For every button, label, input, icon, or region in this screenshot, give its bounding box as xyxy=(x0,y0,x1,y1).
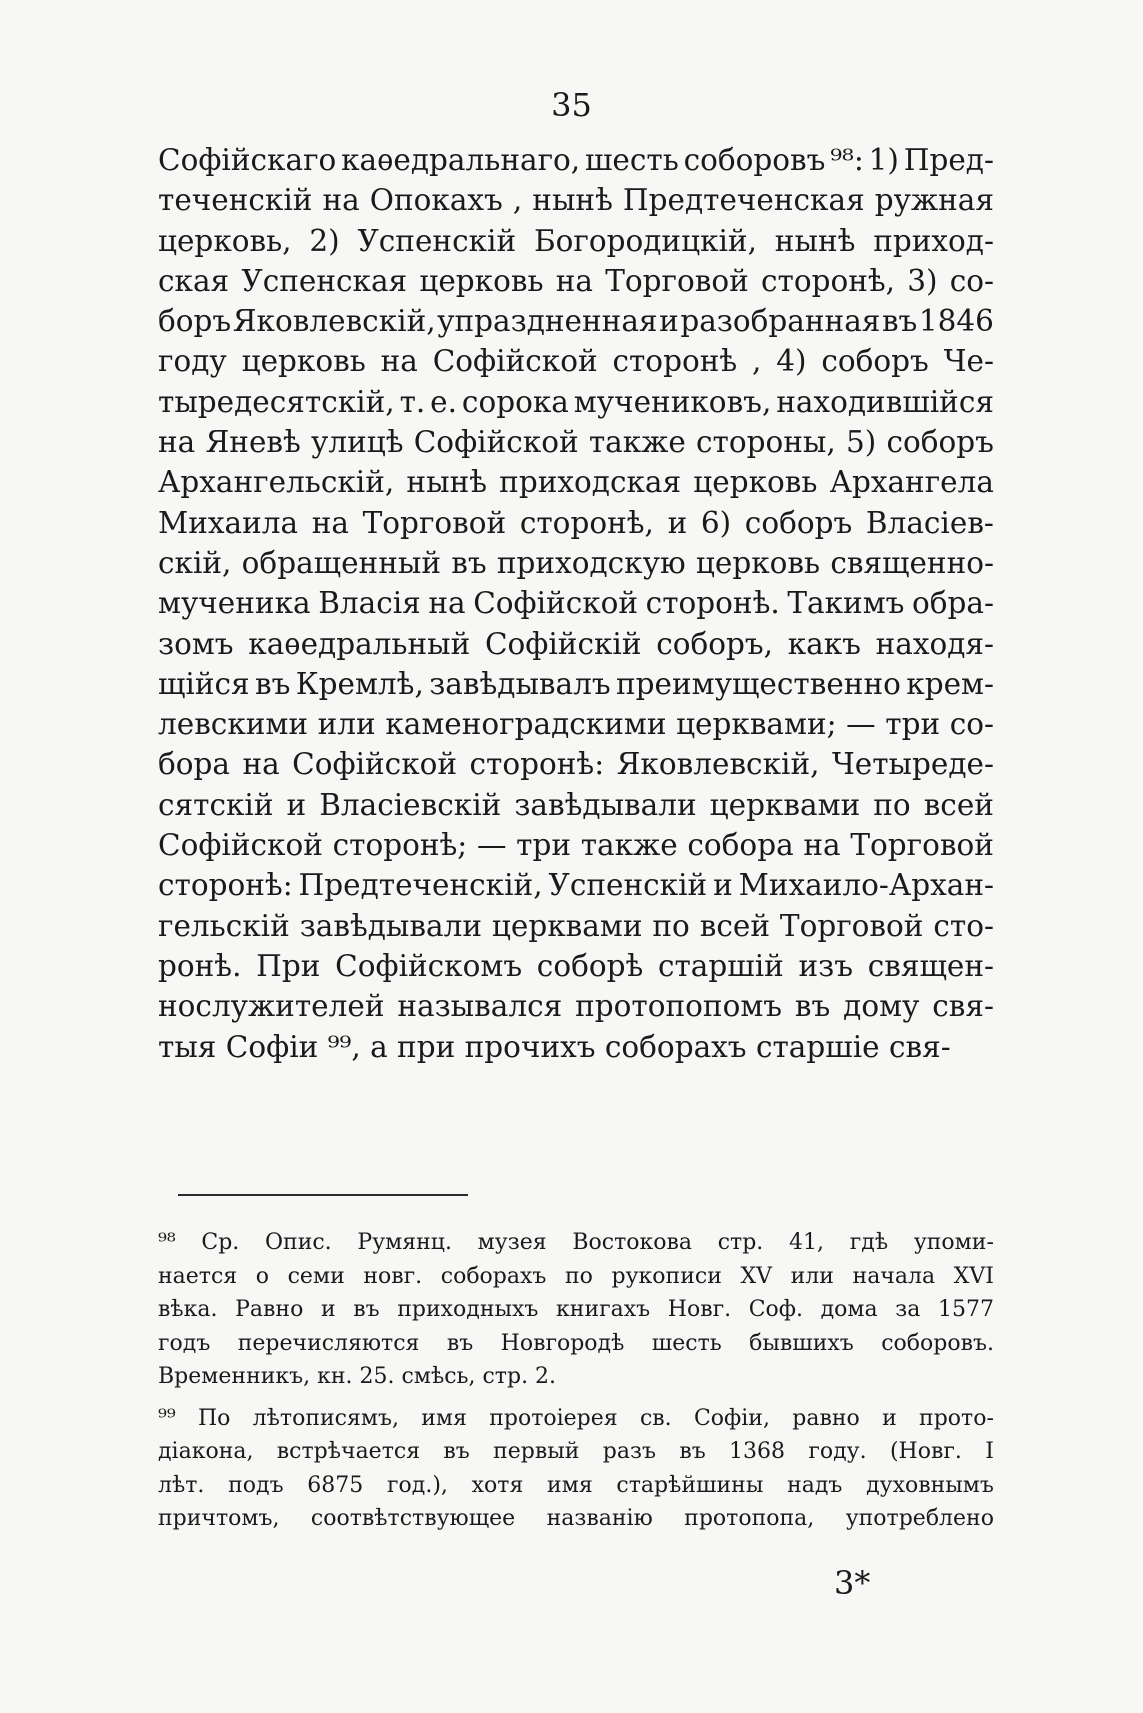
word: Опокахъ xyxy=(369,183,503,218)
word: левскими xyxy=(158,707,309,742)
word: Софійскаго xyxy=(158,143,337,177)
page-number: 35 xyxy=(551,86,592,124)
word: церковь xyxy=(241,344,366,379)
word: Предтеченскій, xyxy=(298,868,543,903)
word: 6875 xyxy=(307,1472,364,1498)
word: Успенская xyxy=(241,263,408,298)
word: 1846 xyxy=(918,304,994,339)
word: церковь xyxy=(693,465,818,500)
word: стр. xyxy=(717,1230,764,1255)
word: равно xyxy=(792,1405,860,1431)
word: употреблено xyxy=(845,1506,994,1531)
word: год.), xyxy=(387,1472,448,1498)
footnote-98-line xyxy=(158,1226,994,1260)
word: или xyxy=(790,1263,834,1289)
word: церквами; xyxy=(676,707,837,742)
word: Пред- xyxy=(903,143,994,177)
word: крем- xyxy=(906,666,994,701)
word: имя xyxy=(421,1405,467,1431)
word: разобранная xyxy=(680,304,881,339)
word: Торговой xyxy=(362,505,507,540)
word: начала xyxy=(852,1263,936,1289)
word: назывался xyxy=(397,989,563,1024)
word: Торговой xyxy=(779,908,924,943)
word: упоми- xyxy=(913,1230,994,1255)
body-line xyxy=(158,543,994,583)
word: названію xyxy=(546,1506,653,1531)
word: сторонѣ: xyxy=(158,868,293,903)
body-line xyxy=(158,664,994,704)
word: соборовъ. xyxy=(881,1330,994,1356)
word: собора xyxy=(687,828,794,863)
word: старѣйшины xyxy=(616,1472,764,1498)
word: Софійскій xyxy=(484,626,642,661)
word: ⁹⁸: xyxy=(830,143,864,177)
word: первый xyxy=(493,1439,580,1464)
word: сто- xyxy=(933,908,994,943)
word: щійся xyxy=(158,666,250,701)
word: церковь xyxy=(695,545,821,580)
word: Румянц. xyxy=(357,1230,452,1255)
body-line xyxy=(158,906,994,946)
word: завѣдывали xyxy=(299,908,483,943)
word: Власія xyxy=(318,586,421,621)
word: приход- xyxy=(873,223,994,258)
word: соборъ xyxy=(744,505,853,540)
footnote-99-line xyxy=(158,1435,994,1469)
footnote-98-line xyxy=(158,1260,994,1294)
word: изъ xyxy=(798,948,854,983)
word: нынѣ xyxy=(406,465,488,500)
word: (Новг. xyxy=(889,1439,962,1464)
word: теченскій xyxy=(158,183,313,218)
word: Власіев- xyxy=(865,505,994,540)
word: въ xyxy=(446,1330,474,1356)
word: году xyxy=(158,344,227,379)
word: соборахъ xyxy=(440,1263,547,1289)
body-line xyxy=(158,865,994,905)
word: сорока xyxy=(461,384,569,419)
word: за xyxy=(895,1297,921,1322)
word: старшій xyxy=(657,948,784,983)
word: протопопа, xyxy=(684,1506,815,1531)
word: въ xyxy=(679,1439,706,1464)
word: XVI xyxy=(953,1263,994,1289)
word: Богородицкій, xyxy=(533,223,757,258)
word: вѣка. xyxy=(158,1297,218,1322)
word: Софійской xyxy=(158,828,323,863)
body-line xyxy=(158,704,994,744)
footnote-99-line xyxy=(158,1469,994,1503)
word: соборѣ xyxy=(536,948,644,983)
word: сторонѣ, xyxy=(519,505,654,540)
word: ронѣ. xyxy=(158,948,242,983)
word: XV xyxy=(740,1263,773,1289)
word: Успенскій xyxy=(357,223,517,258)
word: три xyxy=(516,828,572,863)
word: музея xyxy=(477,1230,547,1255)
word: нослужителей xyxy=(158,989,385,1024)
word: каѳедральный xyxy=(248,626,471,661)
word: Михаила xyxy=(158,505,299,540)
word: , xyxy=(752,344,762,379)
word: приходская xyxy=(499,465,682,500)
word: преимущественно xyxy=(616,666,901,701)
footnote-divider xyxy=(178,1194,468,1196)
word: Равно xyxy=(235,1297,304,1322)
word: — xyxy=(846,707,876,742)
word: сторонѣ, xyxy=(760,263,896,298)
word: духовнымъ xyxy=(866,1472,994,1498)
word: каменоградскими xyxy=(385,707,667,742)
word: сторонѣ xyxy=(612,344,738,379)
word: Соф. xyxy=(748,1297,804,1322)
word: мучениковъ, xyxy=(573,384,772,419)
word: каѳедральнаго, xyxy=(341,143,581,177)
word: лѣт. xyxy=(158,1472,205,1498)
word: въ xyxy=(353,1297,380,1322)
footnote-99-line xyxy=(158,1502,994,1536)
word: нынѣ xyxy=(532,183,613,218)
word: По xyxy=(197,1405,231,1431)
word: — xyxy=(476,828,507,863)
word: также xyxy=(580,828,678,863)
word: завѣдывалъ xyxy=(429,666,611,701)
word: находя- xyxy=(875,626,994,661)
word: прото- xyxy=(919,1405,994,1431)
word: Архангельскій, xyxy=(158,465,395,500)
word: соотвѣтствующее xyxy=(310,1506,516,1531)
word: всей xyxy=(923,787,994,822)
word: семи xyxy=(287,1263,345,1289)
word: году. xyxy=(808,1439,867,1464)
body-line xyxy=(158,583,994,623)
body-line xyxy=(158,261,994,301)
body-line xyxy=(158,382,994,422)
word: Успенскій xyxy=(548,868,708,903)
word: бора xyxy=(158,747,230,782)
word: также xyxy=(588,425,686,460)
word: 2) xyxy=(309,223,340,258)
word: и xyxy=(882,1405,897,1431)
word: на xyxy=(158,425,196,460)
word: приходныхъ xyxy=(397,1297,539,1322)
word: соборъ xyxy=(886,425,994,460)
word: въ xyxy=(881,304,918,339)
word: рукописи xyxy=(611,1263,722,1289)
word: Софійской xyxy=(473,586,639,621)
word: въ xyxy=(794,989,831,1024)
word: обра- xyxy=(911,586,994,621)
word: лѣтописямъ, xyxy=(252,1405,399,1431)
body-line xyxy=(158,785,994,825)
body-line xyxy=(158,946,994,986)
word: 3) xyxy=(907,263,938,298)
word: Новг. xyxy=(667,1297,732,1322)
word: , xyxy=(512,183,523,218)
word: ⁹⁹ xyxy=(158,1405,176,1431)
word: Михаило-Архан- xyxy=(738,868,994,903)
word: стороны, xyxy=(696,425,836,460)
word: завѣдывали xyxy=(514,787,697,822)
word: церквами xyxy=(491,908,643,943)
word: въ xyxy=(451,545,487,580)
word: Торговой xyxy=(605,263,749,298)
word: скій, xyxy=(158,545,232,580)
word: въ xyxy=(443,1439,470,1464)
word: церковь, xyxy=(158,223,292,258)
word: какъ xyxy=(787,626,861,661)
word: соборовъ xyxy=(683,143,826,177)
body-line xyxy=(158,140,994,180)
word: встрѣчается xyxy=(276,1439,421,1464)
word: упраздненная xyxy=(437,304,658,339)
word: св. xyxy=(639,1405,672,1431)
word: по xyxy=(652,908,690,943)
word: о xyxy=(255,1263,270,1289)
word: гельскій xyxy=(158,908,290,943)
word: на xyxy=(380,344,418,379)
word: ская xyxy=(158,263,230,298)
word: т. xyxy=(399,384,426,419)
footnotes xyxy=(158,1226,994,1536)
word: улицѣ xyxy=(311,425,404,460)
word: тыредесятскій, xyxy=(158,384,395,419)
word: 4) xyxy=(776,344,807,379)
word: Ср. xyxy=(201,1230,240,1255)
word: протоіерея xyxy=(489,1405,618,1431)
word: сятскій xyxy=(158,787,274,822)
word: 6) xyxy=(700,505,732,540)
word: дому xyxy=(843,989,920,1024)
word: мученика xyxy=(158,586,311,621)
word: 1368 xyxy=(729,1439,786,1464)
word: гдѣ xyxy=(849,1230,889,1255)
word: ружная xyxy=(874,183,994,218)
body-line xyxy=(158,180,994,220)
word: всей xyxy=(699,908,770,943)
word: Софійскомъ xyxy=(335,948,523,983)
word: церковь xyxy=(419,263,544,298)
word: шесть xyxy=(651,1330,722,1356)
word: Софіи, xyxy=(693,1405,770,1431)
word: шесть xyxy=(584,143,679,177)
word: сторонѣ. xyxy=(645,586,780,621)
word: Торговой xyxy=(850,828,994,863)
word: дома xyxy=(820,1297,878,1322)
word: или xyxy=(317,707,376,742)
body-line xyxy=(158,341,994,381)
word: I xyxy=(985,1439,994,1464)
word: діакона, xyxy=(158,1439,254,1464)
word: протопопомъ xyxy=(575,989,783,1024)
word: боръ xyxy=(158,304,232,339)
word: разъ xyxy=(602,1439,656,1464)
word: бывшихъ xyxy=(749,1330,854,1356)
body-line xyxy=(158,462,994,502)
word: Софійской xyxy=(432,344,598,379)
word: на xyxy=(428,586,466,621)
word: обращенный xyxy=(241,545,442,580)
word: книгахъ xyxy=(556,1297,651,1322)
word: Че- xyxy=(943,344,994,379)
word: три xyxy=(885,707,941,742)
word: имя xyxy=(547,1472,593,1498)
word: въ xyxy=(255,666,291,701)
word: по xyxy=(565,1263,593,1289)
word: церквами xyxy=(709,787,861,822)
body-line xyxy=(158,986,994,1026)
word: сторонѣ; xyxy=(332,828,468,863)
word: нается xyxy=(158,1263,238,1289)
footnote-98-line xyxy=(158,1327,994,1361)
word: ⁹⁸ xyxy=(158,1230,176,1255)
footnote-98-line xyxy=(158,1293,994,1327)
word: Архангела xyxy=(829,465,994,500)
main-text xyxy=(158,140,994,1067)
word: Четыреде- xyxy=(831,747,994,782)
word: Софійской xyxy=(413,425,579,460)
word: священно- xyxy=(830,545,994,580)
word: сторонѣ: xyxy=(469,747,605,782)
word: При xyxy=(256,948,321,983)
word: Яковлевскій, xyxy=(232,304,436,339)
body-line: тыя Софіи ⁹⁹, а при прочихъ соборахъ старшіе свя- xyxy=(158,1029,951,1064)
word: и xyxy=(667,505,688,540)
word: 1) xyxy=(868,143,899,177)
word: Востокова xyxy=(572,1230,693,1255)
word: на xyxy=(311,505,349,540)
footnote-98-line: Временникъ, кн. 25. смѣсь, стр. 2. xyxy=(158,1364,557,1389)
footnote-99-line xyxy=(158,1402,994,1436)
word: новг. xyxy=(363,1263,423,1289)
body-line xyxy=(158,301,994,341)
word: е. xyxy=(430,384,458,419)
word: нынѣ xyxy=(774,223,856,258)
word: и xyxy=(713,868,733,903)
word: Кремлѣ, xyxy=(295,666,424,701)
word: свя- xyxy=(932,989,994,1024)
word: на xyxy=(242,747,280,782)
word: соборъ, xyxy=(656,626,774,661)
word: зомъ xyxy=(158,626,234,661)
word: приходскую xyxy=(496,545,686,580)
word: 1577 xyxy=(938,1297,994,1322)
signature-mark: 3* xyxy=(834,1564,871,1602)
word: Опис. xyxy=(265,1230,332,1255)
word: перечисляются xyxy=(237,1330,420,1356)
word: на xyxy=(803,828,841,863)
word: на xyxy=(555,263,593,298)
word: со- xyxy=(949,263,994,298)
word: Власіевскій xyxy=(319,787,502,822)
word: годъ xyxy=(158,1330,211,1356)
body-line xyxy=(158,744,994,784)
word: и xyxy=(659,304,679,339)
word: и xyxy=(320,1297,336,1322)
body-line xyxy=(158,825,994,865)
word: причтомъ, xyxy=(158,1506,280,1531)
word: надъ xyxy=(787,1472,843,1498)
word: соборъ xyxy=(821,344,929,379)
word: со- xyxy=(949,707,994,742)
body-line xyxy=(158,221,994,261)
word: 5) xyxy=(845,425,877,460)
word: подъ xyxy=(228,1472,284,1498)
word: Софійской xyxy=(292,747,458,782)
word: Такимъ xyxy=(787,586,905,621)
word: священ- xyxy=(867,948,994,983)
word: по xyxy=(873,787,911,822)
body-line xyxy=(158,624,994,664)
word: Яневѣ xyxy=(205,425,301,460)
body-line xyxy=(158,503,994,543)
body-line xyxy=(158,422,994,462)
word: и xyxy=(286,787,307,822)
word: Новгородѣ xyxy=(500,1330,625,1356)
word: Яковлевскій, xyxy=(616,747,820,782)
word: находившійся xyxy=(776,384,994,419)
word: Предтеченская xyxy=(622,183,865,218)
word: хотя xyxy=(471,1472,524,1498)
word: на xyxy=(322,183,360,218)
word: 41, xyxy=(789,1230,825,1255)
